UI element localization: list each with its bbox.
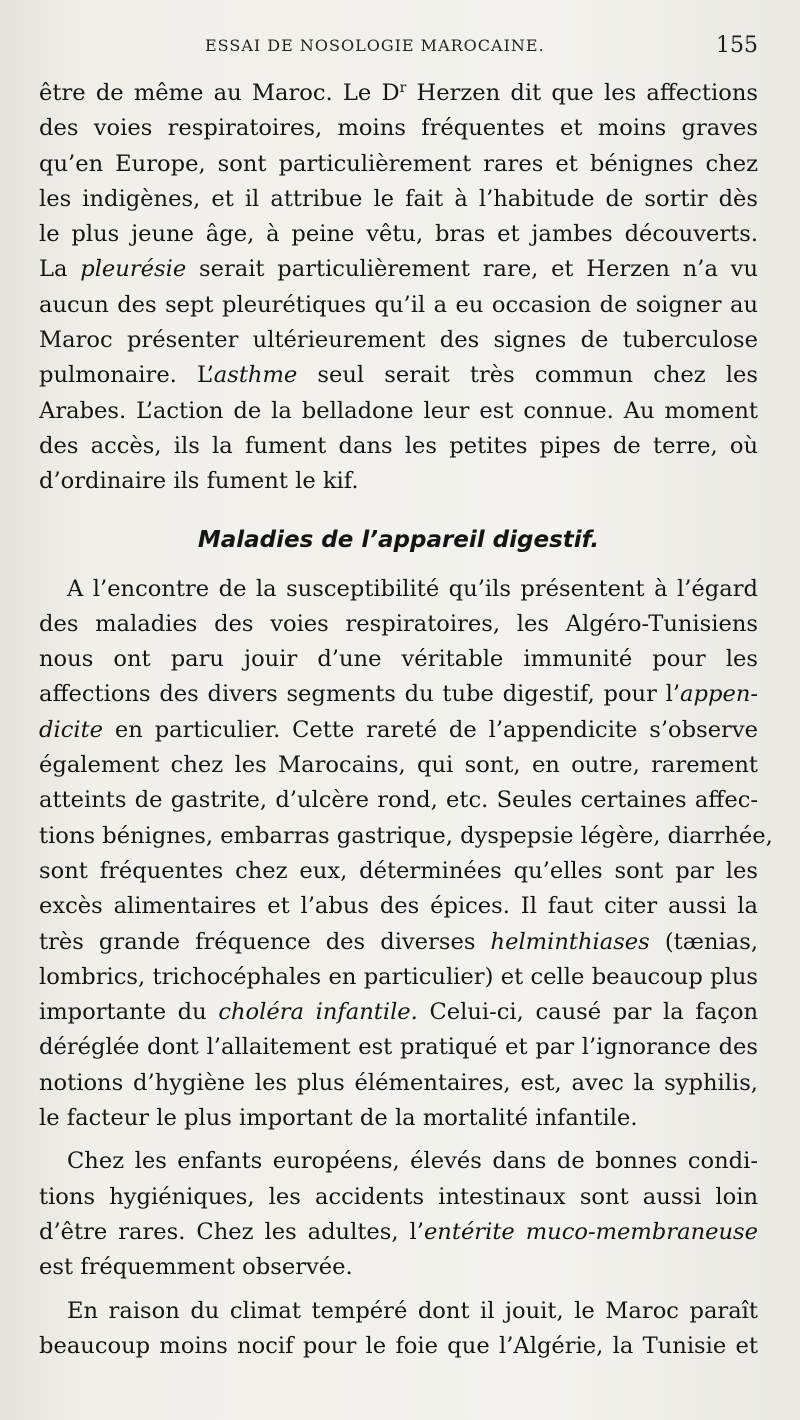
term-appendicite-end: dicite — [39, 716, 104, 743]
text-line: atteints de gastrite, d’ulcère rond, etc. Seules certaines affec- — [39, 787, 758, 814]
text-line: En raison du climat tempéré dont il jouit, le Maroc paraît — [67, 1297, 758, 1324]
text-line: le plus jeune âge, à peine vêtu, bras et jambes découverts. — [39, 221, 758, 248]
text-line: aucun des sept pleurétiques qu’il a eu occasion de soigner au — [39, 291, 758, 318]
paragraph-european-children — [39, 1144, 758, 1285]
term-helminthiases: helminthiases — [490, 928, 650, 955]
text-line: La pleurésie serait particulièrement rare, et Herzen n’a vu — [39, 256, 758, 283]
text-line: le facteur le plus important de la mortalité infantile. — [39, 1105, 638, 1132]
text-line: très grande fréquence des diverses helminthiases (tænias, — [39, 928, 759, 955]
paragraph-digestive — [39, 572, 773, 1137]
term-asthme: asthme — [213, 362, 298, 389]
term-enterite: entérite muco-membraneuse — [423, 1218, 759, 1245]
text-line: Chez les enfants européens, élevés dans de bonnes condi- — [67, 1148, 758, 1175]
page-number: 155 — [716, 33, 758, 58]
text-line: excès alimentaires et l’abus des épices. Il faut citer aussi la — [39, 893, 758, 920]
text-line: des voies respiratoires, moins fréquentes et moins graves — [39, 115, 758, 142]
text-line: déréglée dont l’allaitement est pratiqué et par l’ignorance des — [39, 1034, 758, 1061]
term-cholera-infantile: choléra infantile. — [218, 999, 418, 1026]
text-line: Arabes. L’action de la belladone leur est connue. Au moment — [39, 397, 758, 424]
section-heading: Maladies de l’appareil digestif. — [197, 526, 600, 553]
text-line: qu’en Europe, sont particulièrement rares et bénignes chez — [39, 150, 758, 177]
running-head — [0, 33, 800, 66]
text-line: les indigènes, et il attribue le fait à l’habitude de sortir dès — [39, 185, 758, 212]
text-line: des accès, ils la fument dans les petites pipes de terre, où — [39, 432, 758, 459]
text-line: nous ont paru jouir d’une véritable immunité pour les — [39, 646, 758, 673]
text-line: pulmonaire. L’asthme seul serait très commun chez les — [39, 362, 758, 389]
text-line: sont fréquentes chez eux, déterminées qu’elles sont par les — [39, 857, 758, 884]
text-line: importante du choléra infantile. Celui-ci, causé par la façon — [39, 999, 758, 1026]
body-text — [39, 76, 773, 1364]
text-line: notions d’hygiène les plus élémentaires, est, avec la syphilis, — [39, 1069, 758, 1096]
text-line: d’ordinaire ils fument le kif. — [39, 468, 359, 495]
text-line: beaucoup moins nocif pour le foie que l’Algérie, la Tunisie et — [39, 1332, 758, 1359]
paragraph-liver — [39, 1294, 758, 1365]
text-line: tions hygiéniques, les accidents intestinaux sont aussi loin — [39, 1183, 758, 1210]
term-pleuresie: pleurésie — [80, 256, 187, 283]
text-line: tions bénignes, embarras gastrique, dyspepsie légère, diarrhée, — [39, 822, 773, 849]
text-line: dicite en particulier. Cette rareté de l’appendicite s’observe — [39, 716, 758, 743]
term-appendicite: appen- — [680, 681, 758, 708]
paragraph-gap — [39, 1136, 758, 1144]
text-line: également chez les Marocains, qui sont, en outre, rarement — [39, 752, 758, 779]
text-line: être de même au Maroc. Le $D^r$ Herzen dit que les affections — [39, 80, 758, 106]
text-line: est fréquemment observée. — [39, 1254, 353, 1281]
paragraph-gap — [39, 1286, 758, 1294]
text-line: affections des divers segments du tube digestif, pour l’appen- — [39, 681, 758, 708]
text-line: des maladies des voies respiratoires, les Algéro-Tunisiens — [39, 610, 758, 637]
text-line: A l’encontre de la susceptibilité qu’ils présentent à l’égard — [67, 575, 758, 602]
paragraph-respiratory — [39, 76, 758, 500]
text-line: Maroc présenter ultérieurement des signes de tuberculose — [39, 327, 758, 354]
text-line: lombrics, trichocéphales en particulier) et celle beaucoup plus — [39, 963, 758, 990]
running-title: ESSAI DE NOSOLOGIE MAROCAINE. — [205, 36, 545, 55]
text-line: d’être rares. Chez les adultes, l’entérite muco-membraneuse — [39, 1218, 759, 1245]
